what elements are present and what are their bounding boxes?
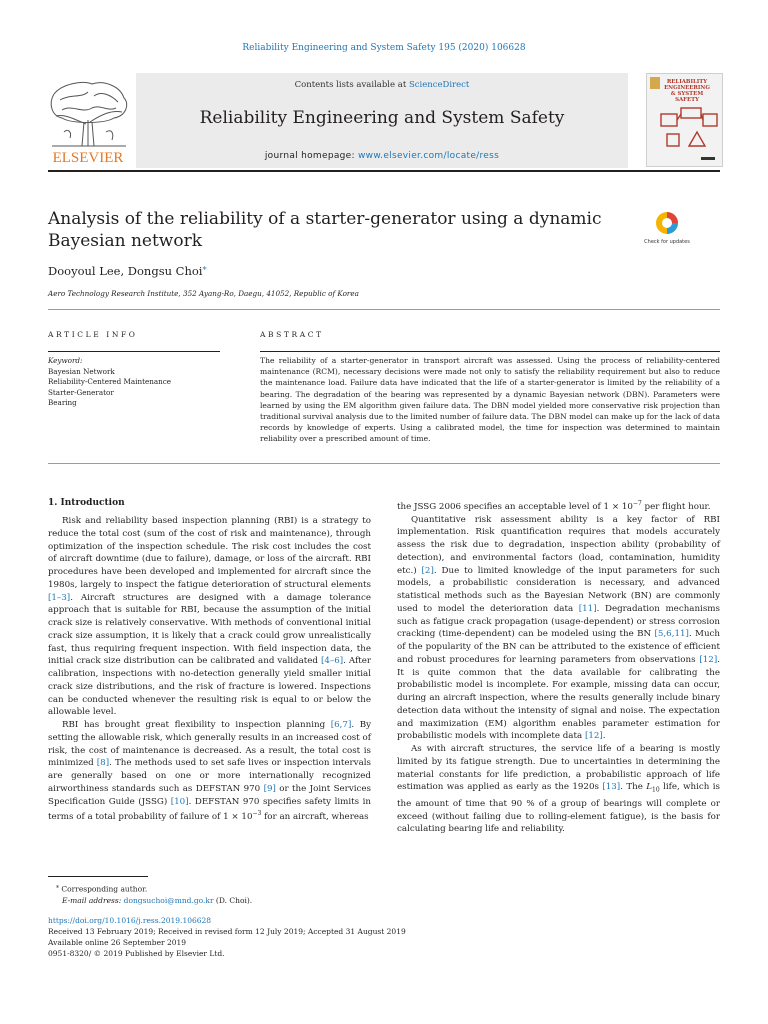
affiliation: Aero Technology Research Institute, 352 Ayang-Ro, Daegu, 41052, Republic of Korea <box>48 289 359 298</box>
contents-line <box>136 80 628 90</box>
cover-title-line: & SYSTEM <box>670 91 704 97</box>
email-label: E-mail address: <box>62 895 122 905</box>
article-title: Analysis of the reliability of a starter-generator using a dynamic Bayesian network <box>48 209 602 251</box>
citation-link[interactable]: [6,7] <box>330 720 352 730</box>
citation-link[interactable]: [10] <box>170 796 189 807</box>
citation-link[interactable]: [5,6,11] <box>654 629 689 640</box>
citation-link[interactable]: [9] <box>263 783 276 794</box>
journal-cover[interactable] <box>646 73 723 167</box>
keyword: Reliability-Centered Maintenance <box>48 377 172 386</box>
authors <box>48 263 206 278</box>
check-updates-label: Check for updates <box>644 239 690 245</box>
divider <box>48 309 720 310</box>
check-for-updates-badge[interactable] <box>644 210 690 254</box>
contents-prefix: Contents lists available at <box>294 80 409 90</box>
abstract-text: The reliability of a starter-generator in transport aircraft was assessed. Using the process of reliability-centered maintenance (RCM), necessary decisions were made not only to satisfy the reliability requirement but also to reduce the maintenance load. Failure data have indicated that the life of a starter-generator is limited by the reliability of a bearing. The degradation of the bearing was represented by a dynamic Bayesian network (DBN). Parameters were learned by using the EM algorithm given failure data. The DBN model yielded more conservative risk projection than traditional survival analysis due to the limited number of failure data. The DBN model can make up for the lack of data records by knowledge of experts. Using a calibrated model, the time for inspection was determined to maintain reliability over a prescribed amount of time. <box>260 356 720 444</box>
cover-diagram <box>661 108 717 146</box>
citation-link[interactable]: [4–6] <box>320 656 344 667</box>
divider <box>48 463 720 464</box>
doi-link[interactable]: https://doi.org/10.1016/j.ress.2019.106628 <box>48 916 212 925</box>
citation-link[interactable]: [13] <box>602 782 621 793</box>
body-column-right <box>397 498 720 836</box>
corresponding-author-mark[interactable]: ⁎ <box>202 263 207 272</box>
cover-title-line: RELIABILITY <box>666 79 708 85</box>
paragraph: the JSSG 2006 specifies an acceptable level of $1 \times 10^{-7}$ per flight hour. <box>397 500 711 512</box>
citation-link[interactable]: [12] <box>699 654 718 665</box>
keywords-label: Keyword: <box>48 356 83 365</box>
paragraph: RBI has brought great flexibility to inspection planning [6,7]. By setting the allowable risk, which generally results in an increased cost of risk, the cost of maintenance is decreased. As a result, the total cost is minimized [8]. The methods used to set safe lives or inspection intervals are generally based on one or more internationally recognized airworthiness standards such as DEFSTAN 970 [9] or the Joint Services Specification Guide (JSSG) [10]. DEFSTAN 970 specifies safety limits in terms of a total probability of failure of $1 \times 10^{-3}$ for an aircraft, whereas <box>48 720 371 823</box>
citation-link[interactable]: [1–3] <box>48 592 71 603</box>
body-column-left <box>48 515 371 824</box>
copyright: 0951-8320/ © 2019 Published by Elsevier Ltd. <box>48 949 225 958</box>
footnote <box>48 881 371 906</box>
keyword: Bearing <box>48 398 77 407</box>
journal-title: Reliability Engineering and System Safety <box>199 108 565 128</box>
keyword: Bayesian Network <box>48 366 115 376</box>
citation-link[interactable]: [11] <box>578 603 597 614</box>
cover-title-line: SAFETY <box>675 97 699 103</box>
header-rule <box>48 170 720 172</box>
homepage-prefix: journal homepage: <box>264 151 358 161</box>
homepage-link[interactable]: www.elsevier.com/locate/ress <box>358 151 500 161</box>
elsevier-logo[interactable] <box>42 74 134 166</box>
footnote-mark: ⁎ <box>56 883 59 890</box>
citation-link[interactable]: [12] <box>584 731 603 742</box>
cover-emblem <box>650 77 660 89</box>
sciencedirect-link[interactable]: ScienceDirect <box>408 80 470 90</box>
section-heading: 1. Introduction <box>48 498 125 508</box>
footnote-rule <box>48 876 148 877</box>
cover-title-line: ENGINEERING <box>664 85 710 91</box>
author-names: Dooyoul Lee, Dongsu Choi <box>48 263 203 278</box>
received-dates: Received 13 February 2019; Received in revised form 12 July 2019; Accepted 31 August 2019 <box>48 927 406 936</box>
paragraph: Quantitative risk assessment ability is a key factor of RBI implementation. Risk quantification requires that models accurately assess the risk due to degradation, inspection ability (probability of detection), and environmental factors (load, contamination, humidity etc.) [2]. Due to limited knowledge of the input parameters for such models, a probabilistic consideration is necessary, and advanced statistical methods such as the Bayesian Network (BN) are commonly used to model the deterioration data [11]. Degradation mechanisms such as fatigue crack propagation (usage-dependent) or stress corrosion cracking (time-dependent) can be modeled using the BN [5,6,11]. Much of the popularity of the BN can be attributed to the existence of efficient and robust procedures for learning parameters from observations [12]. It is quite common that the data available for calibrating the probabilistic model is incomplete. For example, missing data can occur, during an aircraft inspection, where the results generally include binary detection data without the intensity of signal and noise. The expectation and maximization (EM) algorithm enables parameter estimation for probabilistic models with incomplete data [12]. <box>397 514 720 742</box>
keywords-list <box>48 356 171 409</box>
divider <box>48 351 220 352</box>
elsevier-wordmark: ELSEVIER <box>52 150 124 166</box>
available-online: Available online 26 September 2019 <box>48 938 187 947</box>
corresponding-label: Corresponding author. <box>61 884 148 894</box>
paragraph: Risk and reliability based inspection planning (RBI) is a strategy to reduce the total cost (sum of the cost of risk and maintenance), through optimization of the inspection schedule. The risk cost includes the cost of aircraft downtime (due to failure), damage, or loss of the aircraft. RBI procedures have been developed and implemented for aircraft since the 1980s, largely to inspect the fatigue deterioration of structural elements [1–3]. Aircraft structures are designed with a damage tolerance approach that is suitable for RBI, because the assumption of the initial crack size is relatively conservative. With methods of conventional initial crack size assumption, it is likely that a crack could grow unrealistically fast, thus requiring frequent inspection. With field inspection data, the initial crack size distribution can be calibrated and validated [4–6]. After calibration, inspections with no-detection generally yield smaller initial crack size distributions, and the risk of fracture is lowered. Inspections can be conducted whenever the resulting risk is equal to or below the allowable level. <box>48 516 371 718</box>
keyword: Starter-Generator <box>48 387 114 397</box>
citation-link[interactable]: [8] <box>96 758 110 769</box>
email-link[interactable]: dongsuchoi@mnd.go.kr <box>123 895 214 905</box>
homepage-line <box>136 151 628 161</box>
abstract-heading: ABSTRACT <box>260 330 324 339</box>
publication-info <box>48 915 406 959</box>
article-info-heading: ARTICLE INFO <box>48 330 138 339</box>
paragraph: As with aircraft structures, the service life of a bearing is mostly limited by its fatigue strength. Due to uncertainties in determining the material constants for life prediction, a probabilistic approach of life estimation was applied as early as the 1920s [13]. The $L_{10}$ life, which is the amount of time that 90 % of a group of bearings will complete or exceed (without failing due to rolling-element fatigue), is the basis for calculating bearing life and reliability. <box>397 744 720 835</box>
journal-reference-link[interactable]: Reliability Engineering and System Safety 195 (2020) 106628 <box>242 43 526 53</box>
divider <box>260 351 720 352</box>
email-suffix: (D. Choi). <box>213 895 253 905</box>
citation-link[interactable]: [2] <box>421 565 434 576</box>
cover-barcode <box>701 157 715 160</box>
